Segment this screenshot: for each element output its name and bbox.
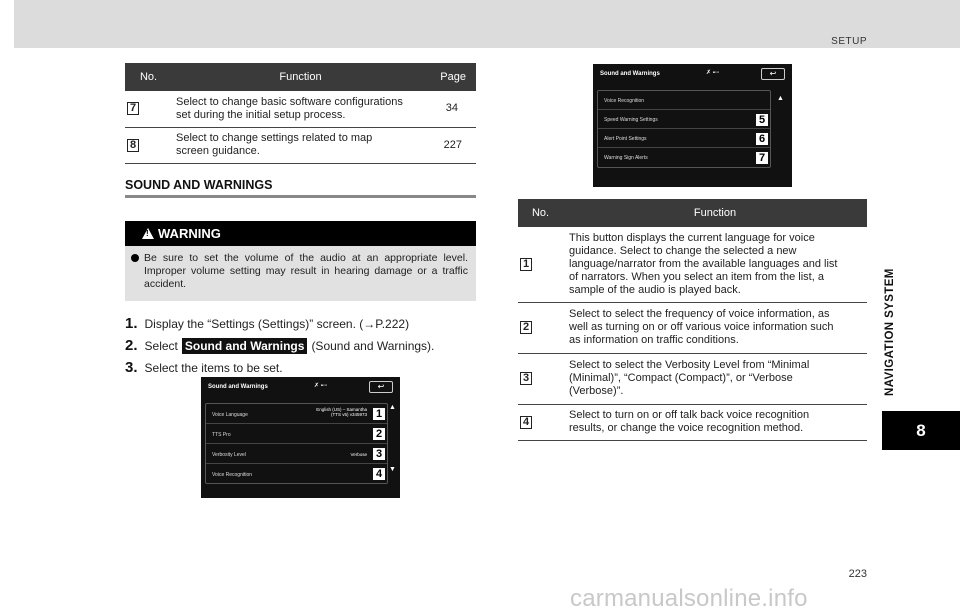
function-line: Select to select the Verbosity Level from “Minimal <box>569 359 810 371</box>
screen-sound-warnings-1 <box>201 377 400 498</box>
list-item-label: Voice Language <box>212 412 248 418</box>
step-3 <box>125 359 283 376</box>
warning-icon <box>142 228 154 239</box>
item-number: 3 <box>520 372 532 385</box>
watermark: carmanualsonline.info <box>570 585 808 611</box>
list-item-label: TTS Pro <box>212 432 231 438</box>
top-banner <box>0 0 960 48</box>
list-item-voice-recognition[interactable] <box>598 91 770 110</box>
callout-badge: 2 <box>373 428 385 440</box>
table-row <box>125 127 476 163</box>
side-tab-label: NAVIGATION SYSTEM <box>884 268 896 396</box>
callout-badge: 4 <box>373 468 385 480</box>
callout-badge: 5 <box>756 114 768 126</box>
table-row <box>518 302 867 353</box>
warning-box <box>125 221 476 301</box>
function-line: Select to select the frequency of voice information, as <box>569 308 830 320</box>
warning-body <box>125 246 476 291</box>
scroll-up-icon[interactable]: ▲ <box>389 404 396 411</box>
scroll-up-icon[interactable]: ▲ <box>777 95 784 102</box>
function-line: language/narrator from the available languages and list <box>569 257 838 270</box>
function-line: (Verbose)”. <box>569 385 624 397</box>
header-function: Function <box>563 199 867 227</box>
table-row <box>518 227 867 302</box>
item-number: 4 <box>520 416 532 429</box>
section-label: SETUP <box>831 36 867 47</box>
callout-badge: 6 <box>756 133 768 145</box>
list-item-verbosity-level[interactable] <box>206 444 387 464</box>
warning-header <box>125 221 476 246</box>
list-item-label: Voice Recognition <box>604 98 645 104</box>
function-text <box>563 404 867 440</box>
callout-badge: 1 <box>373 408 385 420</box>
list-item-label: Speed Warning Settings <box>604 117 658 123</box>
sound-and-warnings-button[interactable]: Sound and Warnings <box>182 338 308 354</box>
table-header <box>125 63 476 91</box>
list-item-value: Verbose <box>350 452 367 457</box>
settings-list <box>597 90 771 168</box>
function-text <box>563 353 867 404</box>
list-item-voice-recognition[interactable] <box>206 464 387 484</box>
heading-rule <box>125 195 476 198</box>
step-2 <box>125 337 434 354</box>
signal-icon: ✗ ▪◦▫ <box>706 70 720 76</box>
list-item-label: Alert Point Settings <box>604 136 647 142</box>
step-text: (Sound and Warnings). <box>311 339 435 353</box>
item-number: 7 <box>127 102 139 115</box>
function-line: well as turning on or off various voice information such <box>569 321 834 333</box>
item-number: 2 <box>520 321 532 334</box>
step-text: Display the “Settings (Settings)” screen. (→P.222) <box>144 317 410 331</box>
screen-sound-warnings-2 <box>593 64 792 187</box>
settings-list <box>205 403 388 484</box>
list-item-label: Warning Sign Alerts <box>604 155 648 161</box>
list-item-speed-warning-settings[interactable] <box>598 110 770 129</box>
header-no: No. <box>125 63 172 91</box>
header-page: Page <box>429 63 476 91</box>
table-row <box>518 353 867 404</box>
list-item-voice-language[interactable] <box>206 404 387 424</box>
value-line: English (US) – Samantha <box>316 407 367 412</box>
callout-badge: 7 <box>756 152 768 164</box>
function-table-right <box>518 199 867 441</box>
function-line: guidance. Select to change the selected a new <box>569 244 797 257</box>
function-line: This button displays the current language for voice <box>569 231 815 244</box>
page-ref: 34 <box>429 91 476 127</box>
function-line: of narrators. When you select an item from the list, a <box>569 270 824 283</box>
table-row <box>125 91 476 127</box>
warning-title: WARNING <box>158 226 221 241</box>
section-heading: SOUND AND WARNINGS <box>125 178 273 192</box>
list-item-label: Voice Recognition <box>212 472 253 478</box>
bullet-icon <box>131 254 139 262</box>
step-number: 1. <box>125 315 138 332</box>
function-line: screen guidance. <box>176 145 260 157</box>
list-item-alert-point-settings[interactable] <box>598 129 770 148</box>
function-text <box>172 127 429 163</box>
list-item-warning-sign-alerts[interactable] <box>598 148 770 167</box>
function-line: Select to change basic software configurations <box>176 95 403 108</box>
header-no: No. <box>518 199 563 227</box>
function-line: Select to change settings related to map <box>176 132 373 144</box>
list-item-tts-pro[interactable] <box>206 424 387 444</box>
screen-title: Sound and Warnings <box>600 71 660 77</box>
function-line: (Minimal)”, “Compact (Compact)”, or “Verbose <box>569 372 793 384</box>
signal-icon: ✗ ▪◦▫ <box>314 383 328 389</box>
function-line: Select to turn on or off talk back voice recognition <box>569 409 810 421</box>
scroll-down-icon[interactable]: ▼ <box>389 466 396 473</box>
chapter-number: 8 <box>882 411 960 450</box>
table-row <box>518 404 867 440</box>
banner-edge <box>0 0 14 48</box>
table-header <box>518 199 867 227</box>
function-line: sample of the audio is played back. <box>569 283 741 296</box>
step-1 <box>125 315 409 332</box>
list-item-label: Verbosity Level <box>212 452 246 458</box>
step-number: 2. <box>125 337 138 354</box>
step-text: Select <box>144 339 178 353</box>
function-text <box>563 302 867 353</box>
function-text <box>172 91 429 127</box>
function-line: set during the initial setup process. <box>176 108 346 121</box>
page-number: 223 <box>848 568 867 580</box>
step-number: 3. <box>125 359 138 376</box>
page-ref: 227 <box>429 127 476 163</box>
back-button[interactable]: ↩ <box>761 68 785 80</box>
function-text <box>563 227 867 302</box>
header-function: Function <box>172 63 429 91</box>
item-number: 8 <box>127 139 139 152</box>
function-line: results, or change the voice recognition method. <box>569 422 804 434</box>
step-text: Select the items to be set. <box>144 361 283 375</box>
function-line: as information on traffic conditions. <box>569 334 739 346</box>
warning-text: Be sure to set the volume of the audio at an appropriate level. Improper volume setting may result in hearing damage or a traffic accident. <box>144 252 468 290</box>
callout-badge: 3 <box>373 448 385 460</box>
list-item-value <box>316 407 367 417</box>
screen-title: Sound and Warnings <box>208 384 268 390</box>
back-button[interactable]: ↩ <box>369 381 393 393</box>
value-line: (TTS v5) v345973 <box>330 412 367 417</box>
function-table-top <box>125 63 476 164</box>
item-number: 1 <box>520 258 532 271</box>
